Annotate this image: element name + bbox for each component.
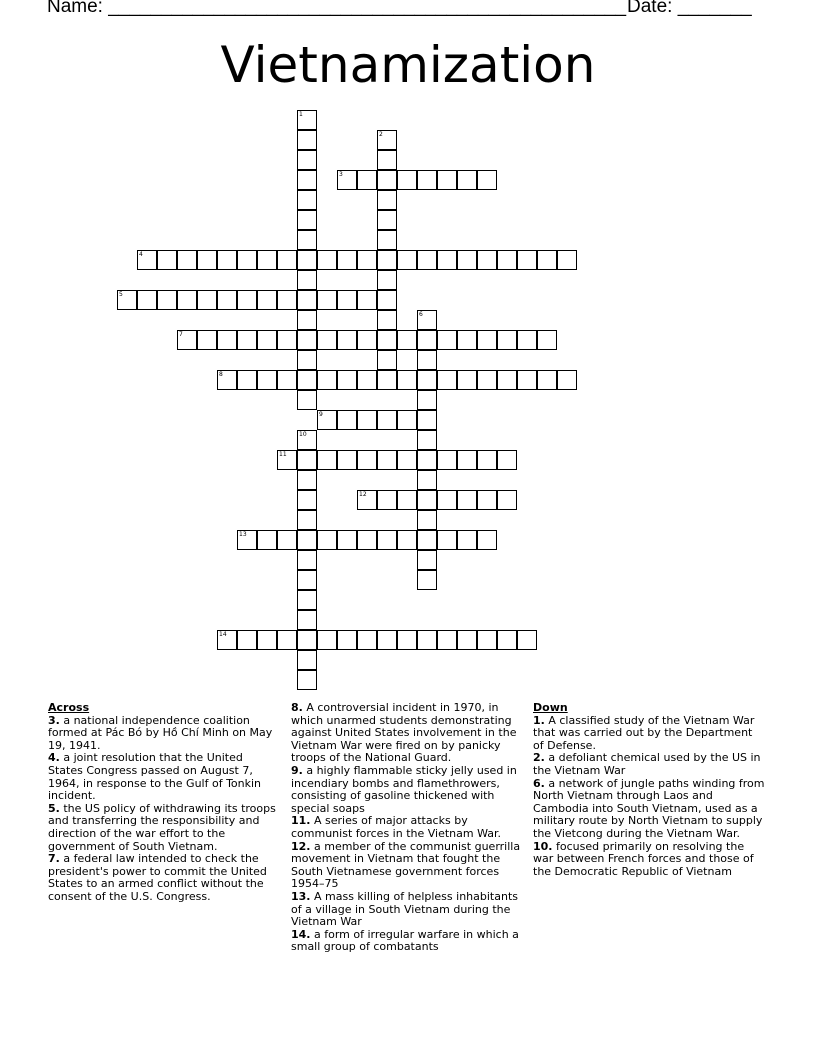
- cell-number: 6: [419, 311, 423, 318]
- grid-cell[interactable]: [417, 550, 437, 570]
- grid-cell[interactable]: [517, 250, 537, 270]
- grid-cell[interactable]: [377, 370, 397, 390]
- grid-cell[interactable]: [357, 490, 377, 510]
- cell-number: 3: [339, 171, 343, 178]
- clue-across: 3. a national independence coalition formed at Pác Bó by Hồ Chí Minh on May 19, 1941.: [48, 713, 273, 752]
- grid-cell[interactable]: [297, 510, 317, 530]
- down-heading: Down: [533, 701, 568, 714]
- clue-across: 9. a highly flammable sticky jelly used in incendiary bombs and flamethrowers, consisting of gasoline thickened with special soaps: [291, 763, 517, 815]
- grid-cell[interactable]: [417, 630, 437, 650]
- grid-cell[interactable]: [297, 330, 317, 350]
- clue-across: 8. A controversial incident in 1970, in which unarmed students demonstrating against United States involvement in the Vietnam War were fired on by panicky troops of the National Guard.: [291, 701, 517, 765]
- grid-cell[interactable]: [397, 330, 417, 350]
- grid-cell[interactable]: [437, 530, 457, 550]
- grid-cell[interactable]: [377, 490, 397, 510]
- clue-across: 13. A mass killing of helpless inhabitants of a village in South Vietnam during the Vietnam War: [291, 889, 518, 929]
- puzzle-title: Vietnamization: [220, 36, 596, 94]
- grid-cell[interactable]: [377, 190, 397, 210]
- across-heading: Across: [48, 701, 90, 714]
- grid-cell[interactable]: [297, 570, 317, 590]
- grid-cell[interactable]: [377, 350, 397, 370]
- grid-cell[interactable]: [477, 530, 497, 550]
- grid-cell[interactable]: [377, 130, 397, 150]
- grid-cell[interactable]: [517, 330, 537, 350]
- grid-cell[interactable]: [497, 250, 517, 270]
- grid-cell[interactable]: [417, 510, 437, 530]
- grid-cell[interactable]: [217, 250, 237, 270]
- grid-cell[interactable]: [357, 630, 377, 650]
- grid-cell[interactable]: [337, 370, 357, 390]
- grid-cell[interactable]: [297, 590, 317, 610]
- grid-cell[interactable]: [337, 290, 357, 310]
- grid-cell[interactable]: [297, 610, 317, 630]
- grid-cell[interactable]: [357, 410, 377, 430]
- grid-cell[interactable]: [197, 290, 217, 310]
- grid-cell[interactable]: [437, 450, 457, 470]
- grid-cell[interactable]: [297, 150, 317, 170]
- cell-number: 10: [299, 431, 307, 438]
- grid-cell[interactable]: [337, 330, 357, 350]
- grid-cell[interactable]: [377, 170, 397, 190]
- grid-cell[interactable]: [377, 250, 397, 270]
- grid-cell[interactable]: [417, 410, 437, 430]
- cell-number: 5: [119, 291, 123, 298]
- clues-column-2: [291, 702, 523, 954]
- grid-cell[interactable]: [297, 390, 317, 410]
- grid-cell[interactable]: [477, 490, 497, 510]
- grid-cell[interactable]: [377, 290, 397, 310]
- grid-cell[interactable]: [537, 370, 557, 390]
- grid-cell[interactable]: [357, 330, 377, 350]
- grid-cell[interactable]: [497, 630, 517, 650]
- grid-cell[interactable]: [297, 450, 317, 470]
- grid-cell[interactable]: [477, 630, 497, 650]
- cell-number: 2: [379, 131, 383, 138]
- cell-number: 4: [139, 251, 143, 258]
- grid-cell[interactable]: [237, 330, 257, 350]
- grid-cell[interactable]: [457, 370, 477, 390]
- grid-cell[interactable]: [377, 230, 397, 250]
- grid-cell[interactable]: [317, 410, 337, 430]
- cell-number: 1: [299, 111, 303, 118]
- grid-cell[interactable]: [137, 250, 157, 270]
- grid-cell[interactable]: [417, 430, 437, 450]
- grid-cell[interactable]: [397, 370, 417, 390]
- grid-cell[interactable]: [297, 190, 317, 210]
- grid-cell[interactable]: [417, 170, 437, 190]
- clues-column-3: [533, 702, 765, 878]
- grid-cell[interactable]: [437, 370, 457, 390]
- grid-cell[interactable]: [417, 450, 437, 470]
- grid-cell[interactable]: [457, 330, 477, 350]
- grid-cell[interactable]: [237, 370, 257, 390]
- grid-cell[interactable]: [417, 570, 437, 590]
- grid-cell[interactable]: [457, 630, 477, 650]
- grid-cell[interactable]: [337, 630, 357, 650]
- grid-cell[interactable]: [277, 530, 297, 550]
- clue-down: 6. a network of jungle paths winding from North Vietnam through Laos and Cambodia into South Vietnam, used as a military route by North Vietnam to supply the Vietcong during the Vietnam War.: [533, 776, 765, 840]
- grid-cell[interactable]: [277, 630, 297, 650]
- grid-cell[interactable]: [177, 330, 197, 350]
- grid-cell[interactable]: [217, 290, 237, 310]
- grid-cell[interactable]: [457, 490, 477, 510]
- grid-cell[interactable]: [417, 470, 437, 490]
- grid-cell[interactable]: [417, 330, 437, 350]
- grid-cell[interactable]: [377, 330, 397, 350]
- grid-cell[interactable]: [317, 530, 337, 550]
- grid-cell[interactable]: [297, 370, 317, 390]
- grid-cell[interactable]: [217, 330, 237, 350]
- grid-cell[interactable]: [297, 650, 317, 670]
- grid-cell[interactable]: [477, 450, 497, 470]
- grid-cell[interactable]: [117, 290, 137, 310]
- grid-cell[interactable]: [297, 530, 317, 550]
- grid-cell[interactable]: [537, 250, 557, 270]
- grid-cell[interactable]: [377, 310, 397, 330]
- grid-cell[interactable]: [217, 630, 237, 650]
- grid-cell[interactable]: [317, 330, 337, 350]
- grid-cell[interactable]: [397, 490, 417, 510]
- grid-cell[interactable]: [497, 450, 517, 470]
- grid-cell[interactable]: [437, 170, 457, 190]
- grid-cell[interactable]: [397, 630, 417, 650]
- grid-cell[interactable]: [237, 630, 257, 650]
- name-field: Name: _________________________________________________: [47, 0, 627, 17]
- cell-number: 9: [319, 411, 323, 418]
- grid-cell[interactable]: [437, 630, 457, 650]
- grid-cell[interactable]: [477, 250, 497, 270]
- clue-across: 5. the US policy of withdrawing its troops and transferring the responsibility and direction of the war effort to the government of South Vietnam.: [48, 801, 276, 853]
- grid-cell[interactable]: [337, 530, 357, 550]
- clue-across: 11. A series of major attacks by communist forces in the Vietnam War.: [291, 814, 502, 840]
- grid-cell[interactable]: [377, 150, 397, 170]
- date-field: Date: _______: [627, 0, 752, 17]
- grid-cell[interactable]: [197, 330, 217, 350]
- grid-cell[interactable]: [437, 490, 457, 510]
- cell-number: 11: [279, 451, 287, 458]
- grid-cell[interactable]: [357, 450, 377, 470]
- grid-cell[interactable]: [277, 370, 297, 390]
- grid-cell[interactable]: [297, 310, 317, 330]
- grid-cell[interactable]: [497, 330, 517, 350]
- grid-cell[interactable]: [297, 230, 317, 250]
- grid-cell[interactable]: [557, 250, 577, 270]
- grid-cell[interactable]: [297, 670, 317, 690]
- clue-across: 12. a member of the communist guerrilla movement in Vietnam that fought the South Vietnamese government forces 1954–75: [291, 839, 521, 891]
- cell-number: 12: [359, 491, 367, 498]
- grid-cell[interactable]: [297, 210, 317, 230]
- clue-across: 4. a joint resolution that the United States Congress passed on August 7, 1964, in response to the Gulf of Tonkin incident.: [48, 751, 262, 803]
- grid-cell[interactable]: [457, 450, 477, 470]
- cell-number: 14: [219, 631, 227, 638]
- grid-cell[interactable]: [457, 530, 477, 550]
- grid-cell[interactable]: [297, 550, 317, 570]
- grid-cell[interactable]: [297, 350, 317, 370]
- clue-across: 14. a form of irregular warfare in which a small group of combatants: [291, 927, 519, 954]
- grid-cell[interactable]: [357, 170, 377, 190]
- grid-cell[interactable]: [317, 290, 337, 310]
- clue-down: 1. A classified study of the Vietnam War that was carried out by the Department of Defense.: [533, 713, 755, 752]
- grid-cell[interactable]: [377, 410, 397, 430]
- grid-cell[interactable]: [357, 530, 377, 550]
- grid-cell[interactable]: [297, 130, 317, 150]
- grid-cell[interactable]: [257, 370, 277, 390]
- grid-cell[interactable]: [297, 290, 317, 310]
- cell-number: 13: [239, 531, 247, 538]
- grid-cell[interactable]: [177, 290, 197, 310]
- grid-cell[interactable]: [337, 410, 357, 430]
- clue-down: 10. focused primarily on resolving the war between French forces and those of the Democratic Republic of Vietnam: [533, 839, 754, 878]
- grid-cell[interactable]: [297, 430, 317, 450]
- grid-cell[interactable]: [357, 250, 377, 270]
- grid-cell[interactable]: [497, 490, 517, 510]
- clues-column-1: [48, 702, 278, 904]
- grid-cell[interactable]: [397, 450, 417, 470]
- grid-cell[interactable]: [417, 370, 437, 390]
- grid-cell[interactable]: [397, 250, 417, 270]
- grid-cell[interactable]: [317, 370, 337, 390]
- grid-cell[interactable]: [297, 490, 317, 510]
- grid-cell[interactable]: [237, 290, 257, 310]
- cell-number: 8: [219, 371, 223, 378]
- grid-cell[interactable]: [297, 470, 317, 490]
- clue-across: 7. a federal law intended to check the president's power to commit the United States to an armed conflict without the consent of the U.S. Congress.: [48, 852, 267, 903]
- grid-cell[interactable]: [457, 170, 477, 190]
- grid-cell[interactable]: [377, 630, 397, 650]
- grid-cell[interactable]: [377, 530, 397, 550]
- grid-cell[interactable]: [277, 290, 297, 310]
- grid-cell[interactable]: [417, 530, 437, 550]
- grid-cell[interactable]: [557, 370, 577, 390]
- grid-cell[interactable]: [377, 450, 397, 470]
- grid-cell[interactable]: [537, 330, 557, 350]
- grid-cell[interactable]: [417, 310, 437, 330]
- grid-cell[interactable]: [397, 170, 417, 190]
- grid-cell[interactable]: [417, 350, 437, 370]
- grid-cell[interactable]: [297, 170, 317, 190]
- grid-cell[interactable]: [157, 250, 177, 270]
- grid-cell[interactable]: [477, 330, 497, 350]
- grid-cell[interactable]: [197, 250, 217, 270]
- grid-cell[interactable]: [317, 630, 337, 650]
- grid-cell[interactable]: [277, 250, 297, 270]
- grid-cell[interactable]: [297, 110, 317, 130]
- grid-cell[interactable]: [417, 490, 437, 510]
- grid-cell[interactable]: [277, 450, 297, 470]
- grid-cell[interactable]: [257, 330, 277, 350]
- grid-cell[interactable]: [517, 370, 537, 390]
- grid-cell[interactable]: [477, 170, 497, 190]
- grid-cell[interactable]: [317, 250, 337, 270]
- grid-cell[interactable]: [157, 290, 177, 310]
- grid-cell[interactable]: [377, 210, 397, 230]
- grid-cell[interactable]: [357, 290, 377, 310]
- grid-cell[interactable]: [397, 530, 417, 550]
- grid-cell[interactable]: [337, 250, 357, 270]
- grid-cell[interactable]: [357, 370, 377, 390]
- grid-cell[interactable]: [417, 250, 437, 270]
- grid-cell[interactable]: [337, 170, 357, 190]
- grid-cell[interactable]: [217, 370, 237, 390]
- grid-cell[interactable]: [137, 290, 157, 310]
- grid-cell[interactable]: [377, 270, 397, 290]
- grid-cell[interactable]: [437, 250, 457, 270]
- grid-cell[interactable]: [517, 630, 537, 650]
- clue-down: 2. a defoliant chemical used by the US in the Vietnam War: [533, 751, 761, 777]
- grid-cell[interactable]: [237, 530, 257, 550]
- grid-cell[interactable]: [337, 450, 357, 470]
- grid-cell[interactable]: [417, 390, 437, 410]
- grid-cell[interactable]: [257, 530, 277, 550]
- grid-cell[interactable]: [297, 270, 317, 290]
- grid-cell[interactable]: [437, 330, 457, 350]
- grid-cell[interactable]: [257, 290, 277, 310]
- grid-cell[interactable]: [317, 450, 337, 470]
- cell-number: 7: [179, 331, 183, 338]
- grid-cell[interactable]: [457, 250, 477, 270]
- grid-cell[interactable]: [477, 370, 497, 390]
- grid-cell[interactable]: [297, 630, 317, 650]
- grid-cell[interactable]: [177, 250, 197, 270]
- grid-cell[interactable]: [277, 330, 297, 350]
- grid-cell[interactable]: [237, 250, 257, 270]
- grid-cell[interactable]: [297, 250, 317, 270]
- grid-cell[interactable]: [397, 410, 417, 430]
- grid-cell[interactable]: [257, 630, 277, 650]
- grid-cell[interactable]: [497, 370, 517, 390]
- grid-cell[interactable]: [257, 250, 277, 270]
